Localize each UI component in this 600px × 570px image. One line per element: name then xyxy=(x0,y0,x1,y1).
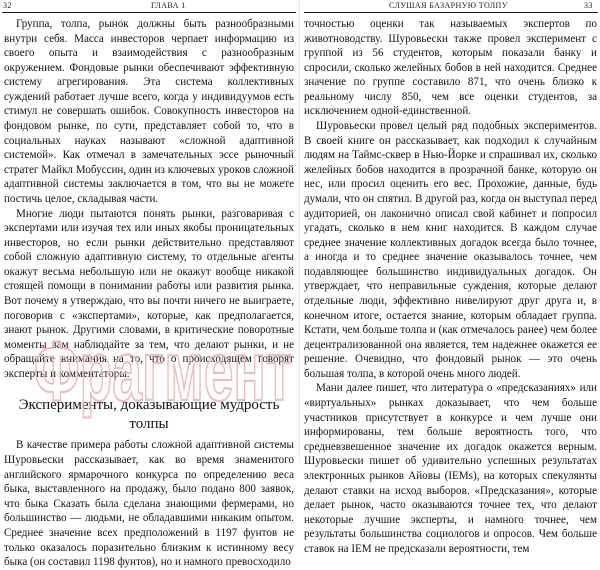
right-page-body xyxy=(304,17,597,556)
left-running-head: ГЛАВА 1 xyxy=(151,1,186,10)
watermark-text: Фрагмент xyxy=(34,324,292,418)
left-page-number: 32 xyxy=(3,1,12,10)
right-page-number: 33 xyxy=(584,1,593,10)
right-paragraph-3: Мани далее пишет, что литература о «предсказаниях» или «виртуальных» рынках доказывает, что чем больше участников присутствует в конкурсе и чем лучше они информированы, тем больше вероятность того, что средневзвешенное значение их догадок окажется верным. Шуровьески пишет об удивительно успешных результатах электронных рынков Айовы (IEMs), на которых спекулянты делают ставки на исход выборов. «Предсказания», которые делает рынок, часто оказываются точнее тех, что делают некоторые лучшие эксперты, и намного точнее, чем результаты большинства социологов и опросов. Чем больше ставок на IEM не предсказали вероятности, тем xyxy=(304,382,597,555)
section-heading: Эксперименты, доказывающие мудрость толпы xyxy=(18,397,280,432)
left-paragraph-2: Многие люди пытаются понять рынки, разговаривая с экспертами или изучая тех или иных якобы проницательных инвесторов, но если рынки действительно представляют собой сложную адаптивную систему, то отдельные агенты окажут весьма небольшую или не окажут вообще никакой стоящей помощи в понимании работы или развития рынка. Вот почему я утверждаю, что вы почти ничего не выиграете, поговорив с «экспертами», которые, как предполагается, знают рынок. Другими словами, в критические поворотные моменты вам наблюдайте за тем, что делают рынки, и не обращайте внимания на то, что о происходящем говорят эксперты и комментаторы. xyxy=(4,207,294,380)
right-running-head: СЛУШАЯ БАЗАРНУЮ ТОЛПУ xyxy=(389,1,508,10)
left-paragraph-1: Группа, толпа, рынок должны быть разнообразными внутри себя. Масса инвесторов черпает информацию из своего опыта и взаимодействия с разнообразным окружением. Фондовые рынки обеспечивают эффективную систему агрегирования. Эта система коллективных суждений работает лучше всего, когда у индивидуумов есть стимул не совершать ошибок. Совокупность инвесторов на фондовом рынке, по сути, представляет собой то, что в социальных науках называют «сложной адаптивной системой». Как отмечал в замечательных эссе рыночный стратег Майкл Мобуссин, один из ключевых уроков сложной адаптивной системы заключается в том, что вы не можете постичь целое, складывая части. xyxy=(4,18,294,205)
right-header-rule xyxy=(304,12,598,13)
left-header-rule xyxy=(2,12,296,13)
right-paragraph-2: Шуровьески провел целый ряд подобных экспериментов. В своей книге он рассказывает, как подходил к случайным людям на Таймс-сквер в Нью-Йорке и спрашивал их, сколько желейных бобов находится в прозрачной банке, которую он нес, или просил оценить его вес. Прохожие, данные, будь думали, что он спятил. В другой раз, когда он выступал перед аудиторией, он лаконично описал свой кабинет и попросил угадать, сколько в нем книг находится. В каждом случае среднее значение коллективных догадок всегда было точнее, а иногда и то среднее значение оказывалось точнее, чем подавляющее большинство индивидуальных догадок. Он утверждает, что неправильные суждения, которые делают отдельные люди, эффективно нивелируют друг друга и, в конечном итоге, остается знание, которым обладает группа. Кстати, чем больше толпа и (как отмечалось ранее) чем более децентрализованной она является, тем надежнее окажется ее решение. Очевидно, что фондовый рынок — это очень большая толпа, в которой очень много людей. xyxy=(304,120,597,380)
right-paragraph-1: точностью оценки так называемых экспертов по животноводству. Шуровьески также провел эксперимент с группой из 56 студентов, которым показали банку и спросили, сколько желейных бобов в ней находится. Среднее значение по группе составило 871, что очень близко к реальному числу 850, чем все оценки студентов, за исключением одной-единственной. xyxy=(304,18,597,118)
left-page-body xyxy=(4,17,294,570)
left-paragraph-3: В качестве примера работы сложной адаптивной системы Шуровьески рассказывает, как во время знаменитого английского ярмарочного конкурса по определению веса быка, выставленного на продажу, было подано 800 заявок, что быка Сказать была сделана знающими фермерами, но большинство — людьми, не обладавшими никаким опытом. Среднее значение всех предположений в 1197 фунтов не только оказалось поразительно близким к истинному весу быка (он составил 1198 фунтов), но и намного превосходило xyxy=(4,439,294,569)
book-gutter xyxy=(299,0,300,463)
